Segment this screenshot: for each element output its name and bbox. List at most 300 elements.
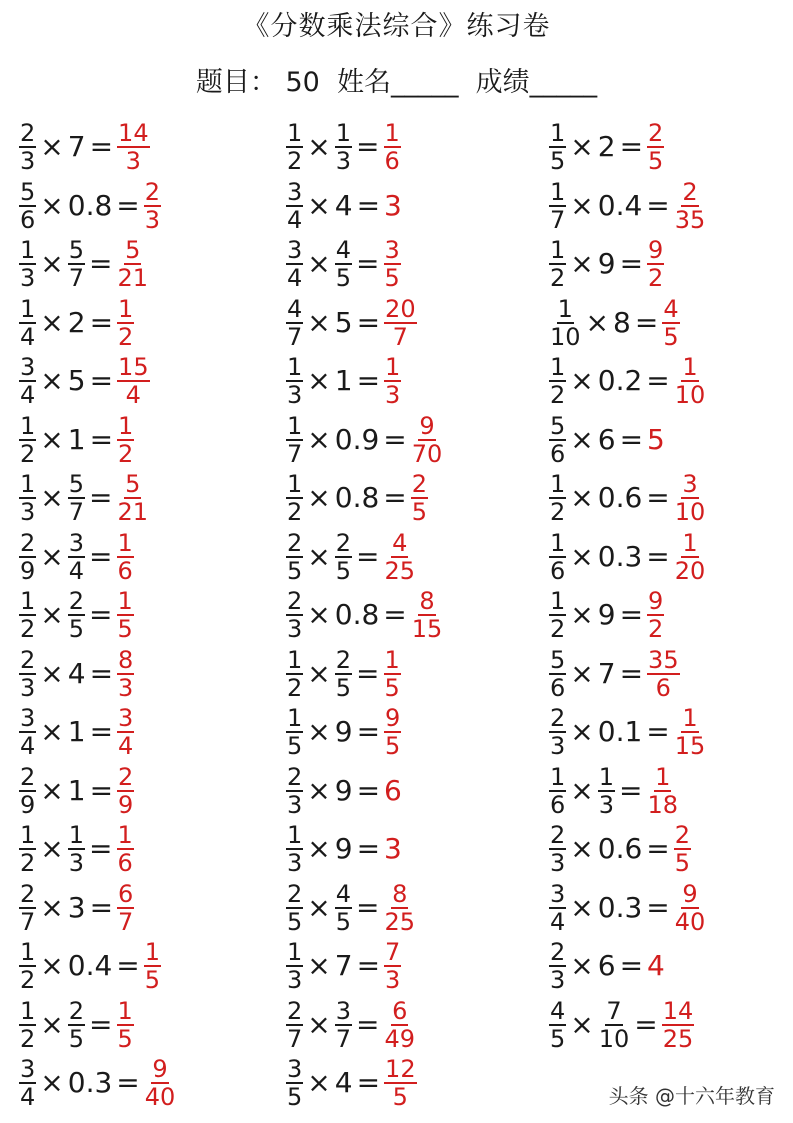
numerator: 1 — [20, 294, 36, 323]
answer-fraction — [144, 177, 161, 234]
denominator: 5 — [550, 147, 566, 176]
answer — [116, 236, 151, 293]
times-sign: × — [307, 1066, 331, 1100]
denominator: 9 — [118, 790, 134, 819]
numerator: 3 — [287, 177, 303, 206]
problem-row — [18, 352, 278, 411]
numerator: 5 — [68, 236, 85, 265]
answer — [646, 645, 681, 702]
equals-sign: = — [356, 1066, 381, 1100]
factor-a-fraction — [19, 938, 36, 995]
problem-row — [548, 528, 793, 587]
denominator: 6 — [550, 790, 566, 819]
equals-sign: = — [619, 773, 643, 807]
numerator: 3 — [287, 236, 303, 265]
answer-fraction — [117, 353, 150, 410]
times-sign: × — [40, 1066, 64, 1100]
numerator: 8 — [419, 587, 435, 616]
answer — [673, 177, 708, 234]
equals-sign: = — [89, 364, 114, 398]
problem-row — [285, 352, 545, 411]
problem-column-2 — [285, 118, 545, 1113]
factor-b-fraction — [68, 236, 85, 293]
times-sign: × — [307, 422, 331, 456]
answer-fraction — [647, 587, 664, 644]
denominator: 21 — [117, 498, 149, 527]
answer — [383, 528, 418, 585]
numerator: 14 — [662, 996, 694, 1025]
numerator: 9 — [682, 879, 698, 908]
denominator: 20 — [674, 556, 706, 585]
equals-sign: = — [619, 130, 644, 164]
times-sign: × — [40, 832, 64, 866]
numerator: 1 — [287, 704, 303, 733]
numerator: 2 — [411, 470, 428, 499]
answer — [116, 411, 135, 468]
denominator: 5 — [550, 1024, 566, 1053]
numerator: 1 — [68, 821, 85, 850]
answer-fraction — [117, 762, 134, 819]
numerator: 2 — [648, 119, 664, 148]
answer — [410, 470, 429, 527]
denominator: 3 — [20, 264, 36, 293]
times-sign: × — [40, 715, 64, 749]
equals-sign: = — [356, 715, 381, 749]
factor-b-number: 9 — [334, 715, 353, 749]
numerator: 12 — [385, 1055, 416, 1084]
denominator: 25 — [662, 1024, 694, 1053]
equals-sign: = — [116, 1066, 140, 1100]
factor-b-number: 7 — [597, 656, 616, 690]
numerator: 1 — [20, 821, 36, 850]
times-sign: × — [40, 305, 64, 339]
factor-a-fraction — [19, 996, 36, 1053]
equals-sign: = — [89, 481, 113, 515]
problem-row — [285, 586, 545, 645]
denominator: 5 — [384, 673, 400, 702]
equals-sign: = — [356, 364, 381, 398]
problem-row — [548, 645, 793, 704]
denominator: 15 — [674, 732, 706, 761]
problem-row — [548, 411, 793, 470]
answer — [383, 236, 402, 293]
factor-b-number: 1 — [67, 422, 86, 456]
times-sign: × — [307, 539, 331, 573]
denominator: 5 — [117, 1024, 133, 1053]
equals-sign: = — [356, 949, 381, 983]
answer — [410, 411, 445, 468]
numerator: 9 — [152, 1055, 168, 1084]
denominator: 6 — [550, 673, 566, 702]
problem-row — [18, 118, 278, 177]
numerator: 1 — [118, 411, 134, 440]
numerator: 1 — [335, 119, 352, 148]
equals-sign: = — [356, 832, 381, 866]
denominator: 4 — [287, 205, 303, 234]
denominator: 10 — [550, 322, 581, 351]
factor-a-fraction — [286, 294, 303, 351]
numerator: 5 — [550, 645, 566, 674]
numerator: 1 — [384, 119, 400, 148]
factor-a-fraction — [19, 411, 36, 468]
problem-row — [285, 937, 545, 996]
answer — [646, 119, 665, 176]
numerator: 5 — [125, 236, 141, 265]
times-sign: × — [585, 305, 610, 339]
factor-b-fraction — [335, 645, 352, 702]
equals-sign: = — [89, 773, 114, 807]
factor-b-number: 6 — [597, 949, 616, 983]
equals-sign: = — [619, 598, 644, 632]
numerator: 3 — [550, 879, 566, 908]
denominator: 3 — [550, 849, 566, 878]
problem-row — [285, 528, 545, 587]
factor-b-number: 1 — [334, 364, 353, 398]
equals-sign: = — [89, 890, 114, 924]
times-sign: × — [307, 1007, 331, 1041]
denominator: 3 — [20, 673, 36, 702]
answer — [383, 879, 418, 936]
numerator: 2 — [550, 938, 566, 967]
times-sign: × — [40, 949, 64, 983]
answer — [383, 645, 402, 702]
factor-a-fraction — [549, 470, 566, 527]
numerator: 3 — [682, 470, 698, 499]
numerator: 9 — [419, 411, 435, 440]
factor-a-fraction — [286, 528, 303, 585]
denominator: 2 — [118, 439, 134, 468]
problem-row — [285, 177, 545, 236]
answer — [383, 294, 418, 351]
numerator: 4 — [287, 294, 303, 323]
problem-row — [18, 703, 278, 762]
answer — [661, 294, 680, 351]
numerator: 1 — [20, 470, 36, 499]
answer — [410, 587, 445, 644]
numerator: 3 — [20, 704, 36, 733]
answer-number: 6 — [384, 773, 402, 807]
denominator: 3 — [287, 966, 303, 995]
times-sign: × — [307, 481, 331, 515]
numerator: 1 — [20, 996, 36, 1025]
problem-row — [18, 879, 278, 938]
denominator: 5 — [144, 966, 161, 995]
equals-sign: = — [646, 364, 670, 398]
numerator: 1 — [550, 762, 566, 791]
denominator: 70 — [411, 439, 443, 468]
denominator: 2 — [20, 849, 36, 878]
problem-row — [548, 118, 793, 177]
denominator: 4 — [118, 732, 134, 761]
numerator: 2 — [674, 821, 691, 850]
times-sign: × — [307, 598, 331, 632]
answer-fraction — [117, 821, 134, 878]
factor-a-fraction — [19, 1055, 36, 1112]
equals-sign: = — [383, 422, 407, 456]
answer-fraction — [411, 411, 444, 468]
answer-fraction — [384, 996, 417, 1053]
factor-b-number: 0.3 — [67, 1066, 113, 1100]
factor-b-number: 5 — [334, 305, 353, 339]
answer-fraction — [117, 119, 150, 176]
equals-sign: = — [619, 422, 644, 456]
answer-fraction — [384, 879, 417, 936]
numerator: 6 — [392, 996, 408, 1025]
denominator: 5 — [335, 264, 352, 293]
answer — [673, 353, 708, 410]
denominator: 2 — [287, 498, 303, 527]
denominator: 35 — [674, 205, 706, 234]
factor-a-fraction — [19, 821, 36, 878]
equals-sign: = — [89, 656, 114, 690]
denominator: 5 — [674, 849, 691, 878]
factor-b-number: 0.8 — [67, 188, 113, 222]
problem-row — [285, 118, 545, 177]
denominator: 3 — [20, 498, 36, 527]
numerator: 2 — [68, 587, 85, 616]
times-sign: × — [307, 130, 331, 164]
denominator: 7 — [550, 205, 566, 234]
denominator: 6 — [117, 556, 133, 585]
answer — [116, 704, 135, 761]
denominator: 7 — [287, 439, 303, 468]
factor-a-fraction — [286, 879, 303, 936]
times-sign: × — [570, 656, 594, 690]
denominator: 7 — [335, 1024, 352, 1053]
denominator: 3 — [287, 849, 303, 878]
factor-a-fraction — [549, 879, 566, 936]
factor-b-number: 4 — [334, 188, 353, 222]
problem-row — [548, 879, 793, 938]
answer-fraction — [674, 704, 707, 761]
answer-fraction — [117, 996, 134, 1053]
equals-sign: = — [356, 247, 380, 281]
equals-sign: = — [356, 305, 381, 339]
problem-row — [285, 879, 545, 938]
factor-b-number: 2 — [67, 305, 86, 339]
times-sign: × — [40, 364, 64, 398]
numerator: 1 — [550, 528, 566, 557]
numerator: 2 — [287, 762, 303, 791]
problem-row — [548, 352, 793, 411]
answer-fraction — [662, 294, 679, 351]
factor-a-fraction — [286, 645, 303, 702]
factor-a-fraction — [286, 762, 303, 819]
answer — [116, 470, 151, 527]
answer — [383, 996, 418, 1053]
equals-sign: = — [619, 247, 644, 281]
denominator: 3 — [20, 147, 36, 176]
denominator: 10 — [674, 498, 706, 527]
times-sign: × — [40, 539, 64, 573]
factor-b-fraction — [598, 762, 615, 819]
equals-sign: = — [634, 1007, 658, 1041]
denominator: 4 — [20, 381, 36, 410]
answer-fraction — [384, 645, 401, 702]
problem-row — [285, 1054, 545, 1113]
watermark: 头条 @十六年教育 — [608, 1084, 775, 1108]
numerator: 1 — [550, 470, 566, 499]
denominator: 5 — [335, 673, 352, 702]
problem-row — [548, 762, 793, 821]
equals-sign: = — [646, 715, 670, 749]
factor-a-fraction — [286, 470, 303, 527]
denominator: 9 — [20, 556, 36, 585]
equals-sign: = — [646, 890, 670, 924]
factor-a-fraction — [549, 177, 566, 234]
times-sign: × — [40, 773, 64, 807]
answer-fraction — [411, 587, 444, 644]
numerator: 1 — [20, 587, 36, 616]
denominator: 5 — [287, 907, 303, 936]
numerator: 8 — [392, 879, 408, 908]
factor-b-number: 9 — [597, 598, 616, 632]
numerator: 15 — [118, 353, 149, 382]
factor-b-fraction — [68, 528, 85, 585]
factor-b-number: 8 — [613, 305, 631, 339]
problem-row — [548, 586, 793, 645]
numerator: 1 — [384, 645, 400, 674]
factor-b-number: 0.9 — [334, 422, 380, 456]
factor-a-fraction — [286, 996, 303, 1053]
problem-column-3 — [548, 118, 793, 1054]
answer — [116, 821, 135, 878]
denominator: 4 — [20, 1083, 36, 1112]
answer-fraction — [647, 119, 664, 176]
answer-number: 3 — [384, 188, 402, 222]
denominator: 4 — [287, 264, 303, 293]
factor-b-fraction — [68, 821, 85, 878]
answer-fraction — [647, 645, 680, 702]
factor-b-number: 3 — [67, 890, 86, 924]
equals-sign: = — [356, 539, 380, 573]
numerator: 2 — [335, 528, 352, 557]
answer — [143, 1055, 178, 1112]
factor-a-fraction — [286, 177, 303, 234]
factor-b-fraction — [335, 879, 352, 936]
denominator: 7 — [68, 498, 85, 527]
factor-b-fraction — [68, 470, 85, 527]
numerator: 1 — [550, 587, 566, 616]
denominator: 40 — [144, 1083, 176, 1112]
answer — [673, 704, 708, 761]
equals-sign: = — [89, 832, 113, 866]
answer-fraction — [117, 645, 134, 702]
answer — [383, 119, 402, 176]
answer — [143, 177, 162, 234]
factor-b-fraction — [335, 119, 352, 176]
answer-fraction — [117, 470, 150, 527]
times-sign: × — [570, 481, 594, 515]
factor-b-number: 9 — [597, 247, 616, 281]
problem-row — [548, 937, 793, 996]
times-sign: × — [570, 773, 594, 807]
times-sign: × — [307, 715, 331, 749]
answer-fraction — [117, 411, 134, 468]
equals-sign: = — [89, 1007, 113, 1041]
denominator: 7 — [287, 322, 303, 351]
factor-b-fraction — [598, 996, 631, 1053]
denominator: 6 — [384, 147, 400, 176]
answer-number: 3 — [384, 832, 402, 866]
factor-a-fraction — [286, 821, 303, 878]
times-sign: × — [570, 832, 594, 866]
equals-sign: = — [89, 539, 113, 573]
denominator: 25 — [384, 556, 416, 585]
factor-b-fraction — [335, 996, 352, 1053]
numerator: 1 — [20, 411, 36, 440]
denominator: 49 — [384, 1024, 416, 1053]
equals-sign: = — [646, 481, 670, 515]
factor-a-fraction — [19, 470, 36, 527]
numerator: 6 — [118, 879, 134, 908]
answer — [383, 353, 402, 410]
factor-b-fraction — [335, 528, 352, 585]
denominator: 10 — [598, 1024, 630, 1053]
problem-row — [18, 177, 278, 236]
numerator: 1 — [118, 294, 134, 323]
answer — [116, 119, 151, 176]
numerator: 1 — [20, 236, 36, 265]
factor-b-number: 0.8 — [334, 481, 380, 515]
problem-row — [285, 762, 545, 821]
numerator: 1 — [557, 294, 573, 323]
denominator: 3 — [68, 849, 85, 878]
factor-a-fraction — [549, 821, 566, 878]
answer-fraction — [384, 236, 401, 293]
numerator: 1 — [598, 762, 615, 791]
numerator: 1 — [287, 938, 303, 967]
denominator: 2 — [648, 615, 664, 644]
times-sign: × — [307, 832, 331, 866]
answer — [383, 1055, 418, 1112]
denominator: 5 — [287, 1083, 303, 1112]
factor-a-fraction — [549, 587, 566, 644]
numerator: 1 — [550, 119, 566, 148]
denominator: 2 — [20, 615, 36, 644]
denominator: 40 — [674, 907, 706, 936]
numerator: 2 — [287, 996, 303, 1025]
numerator: 1 — [20, 938, 36, 967]
denominator: 5 — [385, 732, 401, 761]
times-sign: × — [40, 890, 64, 924]
numerator: 14 — [118, 119, 149, 148]
problem-row — [18, 235, 278, 294]
denominator: 5 — [335, 556, 352, 585]
problem-row — [18, 586, 278, 645]
factor-a-fraction — [19, 528, 36, 585]
denominator: 2 — [287, 673, 303, 702]
times-sign: × — [40, 656, 64, 690]
times-sign: × — [570, 364, 594, 398]
answer — [116, 294, 135, 351]
answer — [116, 353, 151, 410]
page-title: 《分数乘法综合》练习卷 — [242, 11, 551, 42]
answer-fraction — [384, 294, 417, 351]
equals-sign: = — [646, 832, 670, 866]
factor-b-number: 0.6 — [597, 832, 643, 866]
answer-fraction — [384, 704, 401, 761]
denominator: 5 — [392, 1083, 408, 1112]
denominator: 5 — [384, 264, 400, 293]
answer — [646, 949, 666, 983]
times-sign: × — [570, 247, 594, 281]
numerator: 2 — [20, 645, 36, 674]
numerator: 2 — [20, 119, 36, 148]
equals-sign: = — [116, 949, 140, 983]
answer-fraction — [117, 294, 134, 351]
factor-a-fraction — [19, 762, 36, 819]
